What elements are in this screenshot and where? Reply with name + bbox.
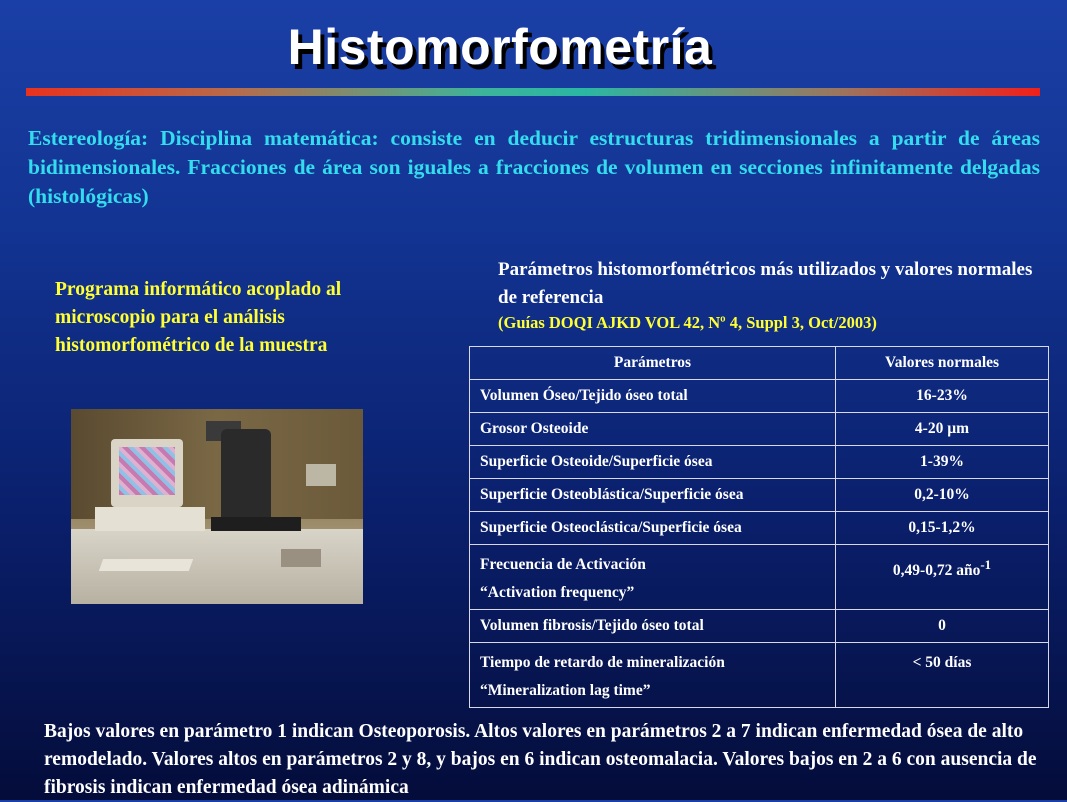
table-header-row: [470, 347, 1049, 380]
param-cell: Volumen Óseo/Tejido óseo total: [470, 380, 836, 413]
photo-microscope: [221, 429, 271, 524]
photo-computer-case: [95, 507, 205, 531]
param-line-2: “Activation frequency”: [480, 584, 635, 601]
value-cell: < 50 días: [836, 643, 1049, 708]
table-reference: (Guías DOQI AJKD VOL 42, Nº 4, Suppl 3, Oct/2003): [498, 313, 877, 332]
value-superscript: -1: [980, 557, 992, 572]
title-underline: [26, 88, 1040, 96]
param-cell: Superficie Osteoclástica/Superficie ósea: [470, 512, 836, 545]
value-cell: 4-20 µm: [836, 413, 1049, 446]
param-line-1: Tiempo de retardo de mineralización: [480, 654, 725, 671]
param-cell: Grosor Osteoide: [470, 413, 836, 446]
photo-screen: [119, 447, 175, 495]
header-parameters: Parámetros: [470, 347, 836, 380]
table-row: [470, 479, 1049, 512]
footer-paragraph: Bajos valores en parámetro 1 indican Osteoporosis. Altos valores en parámetros 2 a 7 indican enfermedad ósea de alto remodelado. Valores altos en parámetros 2 y 8, y bajos en 6 indican osteomalacia. Valores bajos en 2 a 6 con ausencia de fibrosis indican enfermedad ósea adinámica: [44, 721, 1037, 798]
photo-keyboard: [99, 559, 193, 571]
value-text: 0,49-0,72 año: [892, 562, 981, 580]
table-row: [470, 380, 1049, 413]
microscope-computer-photo: [71, 409, 363, 604]
table-row: [470, 512, 1049, 545]
value-cell: 1-39%: [836, 446, 1049, 479]
photo-desk-object: [281, 549, 321, 567]
param-cell: [470, 643, 836, 708]
slide-title: Histomorfometría: [287, 19, 713, 75]
table-row: [470, 610, 1049, 643]
photo-microscope-base: [211, 517, 301, 531]
intro-paragraph: Estereología: Disciplina matemática: consiste en deducir estructuras tridimensionales a partir de áreas bidimensionales. Fracciones de área son iguales a fracciones de volumen en secciones infinitamente delgadas (histológicas): [28, 126, 1040, 208]
param-cell: Superficie Osteoide/Superficie ósea: [470, 446, 836, 479]
param-cell: Volumen fibrosis/Tejido óseo total: [470, 610, 836, 643]
value-cell: 0: [836, 610, 1049, 643]
value-cell: [836, 545, 1049, 610]
value-cell: 0,2-10%: [836, 479, 1049, 512]
param-line-2: “Mineralization lag time”: [480, 682, 651, 699]
table-row: [470, 413, 1049, 446]
table-row: [470, 643, 1049, 708]
param-line-1: Frecuencia de Activación: [480, 556, 646, 573]
value-cell: 16-23%: [836, 380, 1049, 413]
photo-wall-outlet: [306, 464, 336, 486]
param-cell: Superficie Osteoblástica/Superficie ósea: [470, 479, 836, 512]
value-cell: 0,15-1,2%: [836, 512, 1049, 545]
header-normal-values: Valores normales: [836, 347, 1049, 380]
param-cell: [470, 545, 836, 610]
title-container: [0, 18, 1000, 76]
table-title: Parámetros histomorfométricos más utilizados y valores normales de referencia: [498, 259, 1033, 308]
parameters-table: [469, 346, 1049, 708]
table-row: [470, 545, 1049, 610]
table-row: [470, 446, 1049, 479]
photo-caption: Programa informático acoplado al microscopio para el análisis histomorfométrico de la muestra: [55, 279, 342, 356]
